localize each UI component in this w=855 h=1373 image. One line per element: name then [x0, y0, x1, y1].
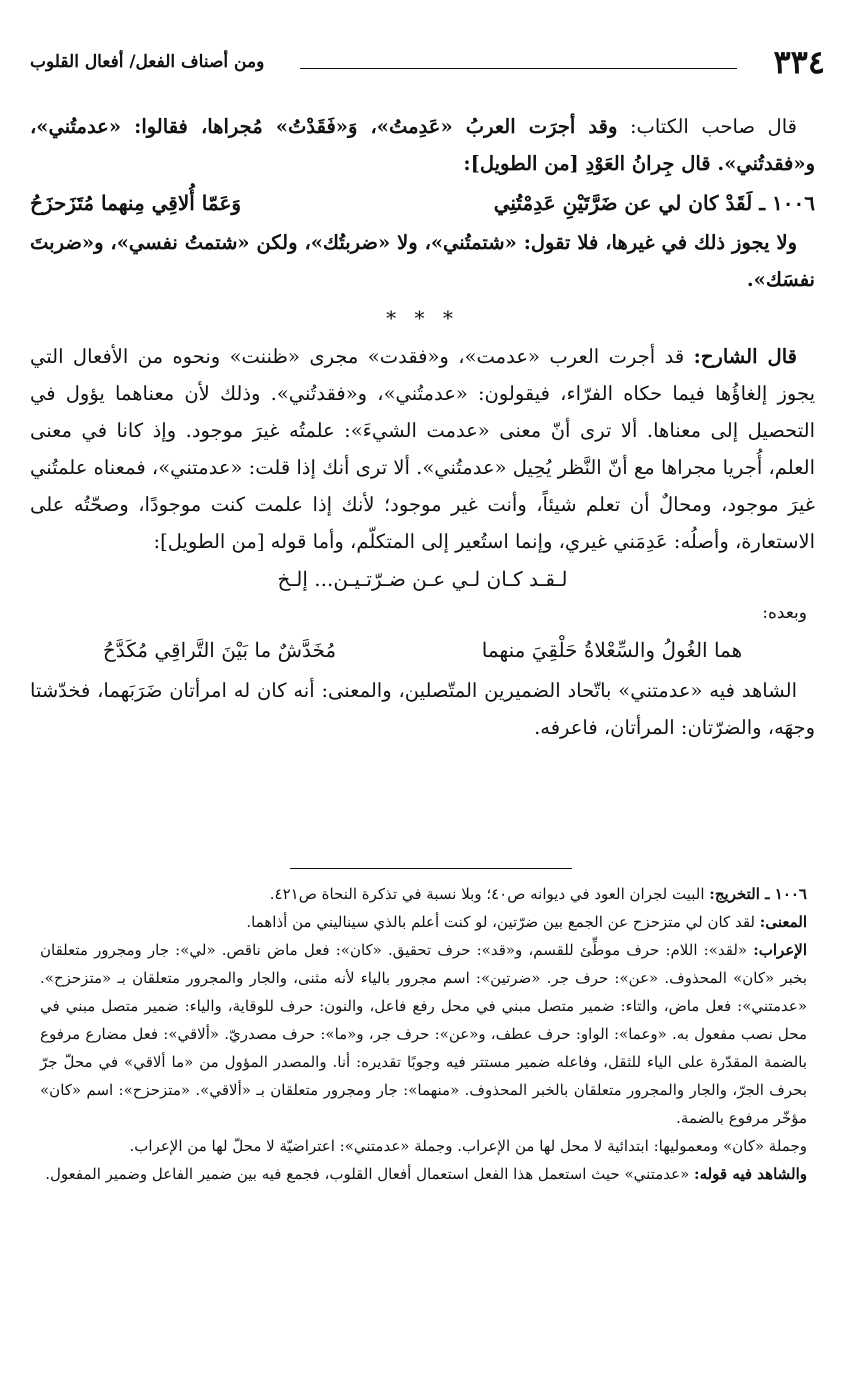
verse-number: ١٠٠٦ ـ: [759, 191, 815, 215]
sharh-text: قد أجرت العرب «عدمت»، و«فقدت» مجرى «ظننت» ونحوه من الأفعال التي يجوز إلغاؤُها فيما حكاه الفرّاء، فيقولون: «عدمتُني»، و«فقدتُني». وذلك لأن معناهما يؤول في التحصيل إلى معناها. ألا ترى أنّ معنى «عدمت الشيءَ»: علمتُه غيرَ موجود. وإذ كانا في معنى العلم، أُجريا مجراها مع أنّ النَّظر يُحِيل «عدمتُني». ألا ترى أنك إذا قلت: «عدمتني»، فمعناه علمتُني غيرَ موجود، ومحالٌ أن تعلم شيئاً، وأنت غير موجود؛ لأنك إذا علمت كنت موجودًا، وصحّتُه على الاستعارة، وأصلُه: عَدِمَني غيري، وإنما استُعير إلى المتكلّم، وأما قوله [من الطويل]:: [30, 345, 815, 553]
footnotes: [40, 880, 807, 1188]
intro-paragraph: [30, 108, 815, 182]
after-verse-paragraph: ولا يجوز ذلك في غيرها، فلا تقول: «شتمتُني»، ولا «ضربتُك»، ولكن «شتمتُ نفسي»، و«ضربتَ نفسَك».: [30, 231, 815, 291]
irab-lead: الإعراب:: [753, 941, 807, 959]
verse-second-hemistich: وَعَمّا أُلاقِي مِنهما مُتَزَحزَحُ: [30, 191, 242, 215]
header-rule: [300, 68, 737, 69]
footnote-rule: [290, 868, 572, 869]
main-text: [30, 108, 815, 746]
takhrij-text: البيت لجران العود في ديوانه ص٤٠؛ وبلا نسبة في تذكرة النحاة ص٤٢١.: [269, 885, 705, 903]
badahu-label: وبعده:: [762, 603, 807, 623]
shahid-note-text: «عدمتني» حيث استعمل هذا الفعل استعمال أفعال القلوب، فجمع فيه بين ضمير الفاعل وضمير المفعول.: [45, 1165, 690, 1183]
intro-lead: قال صاحب الكتاب:: [629, 115, 797, 138]
verse2-first-hemistich: هما الغُولُ والسِّعْلاةُ حَلْقِيَ منهما: [481, 638, 743, 662]
footnote-meaning: [40, 908, 807, 936]
verse-a-text: لَقَدْ كان لي عن ضَرَّتَيْنِ عَدِمْتُنِي: [493, 191, 753, 215]
footnote-takhrij: [40, 880, 807, 908]
page-header: [30, 42, 825, 82]
sharh-paragraph: [30, 338, 815, 560]
irab-text: «لقد»: اللام: حرف موطِّئ للقسم، و«قد»: حرف تحقيق. «كان»: فعل ماض ناقص. «لي»: جار ومجرور متعلقان بخبر «كان» المحذوف. «عن»: حرف جر. «ضرتين»: اسم مجرور بالياء لأنه مثنى، والجار والمجرور متعلقان بـ «متزحزح». «عدمتني»: فعل ماض، والتاء: ضمير متصل مبني في محل رفع فاعل، والنون: حرف للوقاية، والياء: ضمير متصل مبني في محل نصب مفعول به. «وعما»: الواو: حرف عطف، و«عن»: حرف جر، و«ما»: حرف مصدريّ. «ألاقي»: فعل مضارع مرفوع بالضمة المقدّرة على الياء للثقل، وفاعله ضمير مستتر فيه وجوبًا تقديره: أنا. والمصدر المؤول من «ما ألاقي» في محلّ جرّ بحرف الجرّ، والجار والمجرور متعلقان بالخبر المحذوف. «منهما»: جار ومجرور متعلقان بـ «ألاقي». «متزحزح»: اسم «كان» مؤخّر مرفوع بالضمة.: [40, 941, 807, 1127]
intro-rest: وقد أجرَت العربُ «عَدِمتُ»، وَ«فَقَدْتُ» مُجراها، فقالوا: «عدمتُني»، و«فقدتُني». قال جِرانُ العَوْدِ [من الطويل]:: [30, 115, 815, 175]
verse-following: [30, 628, 815, 672]
shahid-paragraph: الشاهد فيه «عدمتني» باتّحاد الضميرين المتّصلين، والمعنى: أنه كان له امرأتان ضَرَبَهما، فخدّشتا وجهَه، والضرّتان: المرأتان، فاعرفه.: [30, 679, 815, 739]
section-separator: * * *: [386, 306, 459, 330]
running-title: ومن أصناف الفعل/ أفعال القلوب: [30, 52, 265, 72]
takhrij-lead: ١٠٠٦ ـ التخريج:: [709, 885, 807, 903]
verse2-second-hemistich: مُخَدَّشٌ ما بَيْنَ التَّراقِي مُكَدَّحُ: [102, 638, 337, 662]
footnote-shahid: [40, 1160, 807, 1188]
page-number: ٣٣٤: [773, 43, 825, 81]
footnote-irab: [40, 936, 807, 1132]
meaning-text: لقد كان لي متزحزح عن الجمع بين ضرّتين، لو كنت أعلم بالذي سيناليني من أذاهما.: [246, 913, 755, 931]
footnote-jumla: وجملة «كان» ومعموليها: ابتدائية لا محل لها من الإعراب. وجملة «عدمتني»: اعتراضيّة لا محلّ لها من الإعراب.: [129, 1137, 807, 1155]
verse-first-hemistich: [494, 182, 815, 224]
sharh-lead: قال الشارح:: [693, 345, 797, 368]
shahid-note-lead: والشاهد فيه قوله:: [694, 1165, 807, 1183]
verse-1006: [30, 182, 815, 224]
quoted-hemistich: لـقـد كـان لـي عـن ضـرّتـيـن... إلـخ: [277, 567, 568, 591]
meaning-lead: المعنى:: [759, 913, 807, 931]
